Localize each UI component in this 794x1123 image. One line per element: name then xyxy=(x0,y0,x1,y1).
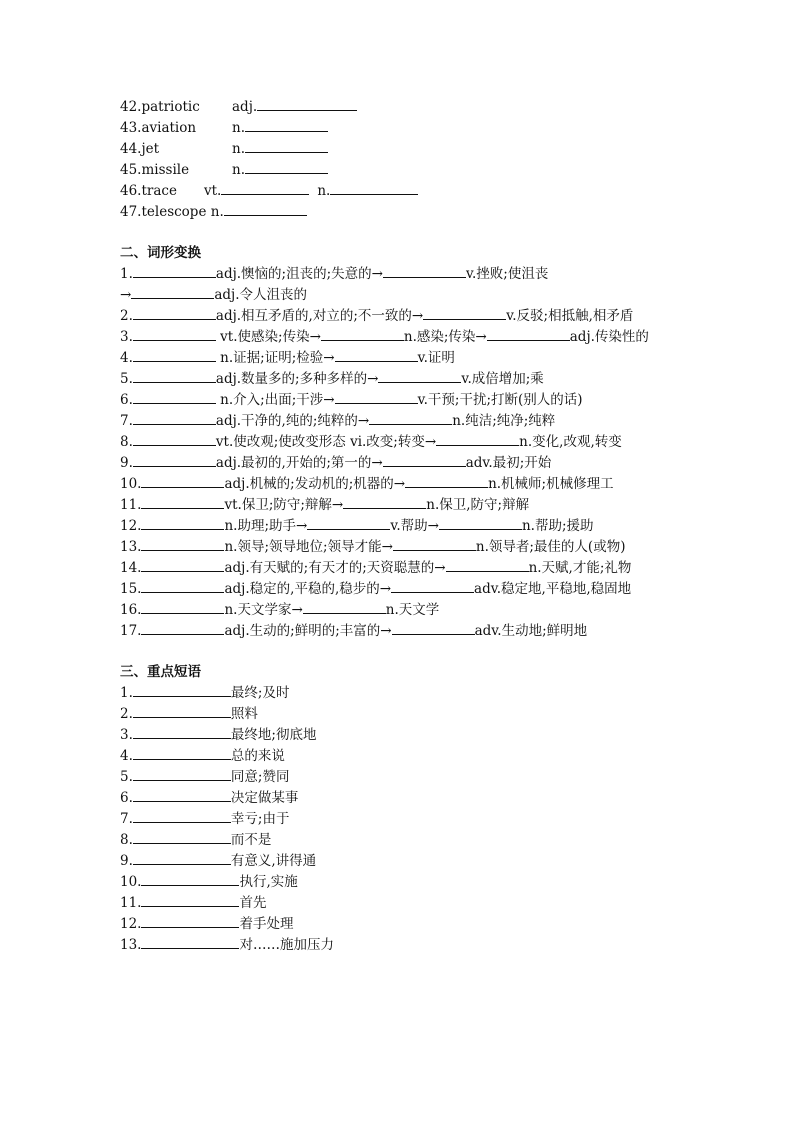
list-item: 7. adj.干净的,纯的;纯粹的→ n.纯洁;纯净;纯粹 xyxy=(120,413,556,429)
vocab-item xyxy=(120,160,675,181)
answer-blank[interactable] xyxy=(133,788,231,802)
answer-blank[interactable] xyxy=(330,181,418,195)
list-item: 17. adj.生动的;鲜明的;丰富的→ adv.生动地;鲜明地 xyxy=(120,623,588,639)
vocab-word: 43.aviation xyxy=(120,120,197,136)
phrases-list xyxy=(120,683,675,956)
list-item: 1. adj.懊恼的;沮丧的;失意的→ v.挫败;使沮丧 → adj.令人沮丧的 xyxy=(120,266,549,303)
answer-blank[interactable] xyxy=(141,558,224,572)
answer-blank[interactable] xyxy=(141,935,239,949)
answer-blank[interactable] xyxy=(133,348,216,362)
answer-blank[interactable] xyxy=(446,558,529,572)
answer-blank[interactable] xyxy=(245,118,328,132)
answer-blank[interactable] xyxy=(369,411,452,425)
list-item: 2. adj.相互矛盾的,对立的;不一致的→ v.反驳;相抵触,相矛盾 xyxy=(120,308,634,324)
list-item: 11. vt.保卫;防守;辩解→ n.保卫,防守;辩解 xyxy=(120,497,530,513)
vocab-item xyxy=(120,181,675,202)
vocab-item xyxy=(120,118,675,139)
section-title: 三、重点短语 xyxy=(120,664,201,680)
vocab-pos: n. xyxy=(232,162,245,178)
answer-blank[interactable] xyxy=(133,809,231,823)
list-item: 13. 对……施加压力 xyxy=(120,937,334,953)
answer-blank[interactable] xyxy=(133,411,216,425)
answer-blank[interactable] xyxy=(257,97,357,111)
answer-blank[interactable] xyxy=(133,767,231,781)
vocab-item xyxy=(120,139,675,160)
list-item: 4. 总的来说 xyxy=(120,748,285,764)
vocab-word: 46.trace xyxy=(120,183,177,199)
answer-blank[interactable] xyxy=(133,369,216,383)
answer-blank[interactable] xyxy=(335,390,418,404)
answer-blank[interactable] xyxy=(423,306,506,320)
answer-blank[interactable] xyxy=(133,327,216,341)
answer-blank[interactable] xyxy=(335,348,418,362)
answer-blank[interactable] xyxy=(391,579,474,593)
list-item: 4. n.证据;证明;检验→ v.证明 xyxy=(120,350,455,366)
answer-blank[interactable] xyxy=(141,579,224,593)
answer-blank[interactable] xyxy=(487,327,570,341)
list-item: 3. 最终地;彻底地 xyxy=(120,727,317,743)
answer-blank[interactable] xyxy=(343,495,426,509)
list-item: 11. 首先 xyxy=(120,895,267,911)
list-item: 7. 幸亏;由于 xyxy=(120,811,290,827)
list-item: 2. 照料 xyxy=(120,706,258,722)
vocab-pos: n. xyxy=(210,204,224,220)
list-item: 6. n.介入;出面;干涉→ v.干预;干扰;打断(别人的话) xyxy=(120,392,583,408)
vocab-word: 47.telescope xyxy=(120,204,207,220)
list-item: 10. 执行,实施 xyxy=(120,874,298,890)
answer-blank[interactable] xyxy=(141,600,224,614)
answer-blank[interactable] xyxy=(133,851,231,865)
answer-blank[interactable] xyxy=(133,725,231,739)
vocab-pos: adj. xyxy=(232,99,258,115)
answer-blank[interactable] xyxy=(245,160,328,174)
list-item: 12. 着手处理 xyxy=(120,916,294,932)
answer-blank[interactable] xyxy=(133,390,216,404)
answer-blank[interactable] xyxy=(221,181,309,195)
list-item: 5. adj.数量多的;多种多样的→ v.成倍增加;乘 xyxy=(120,371,544,387)
answer-blank[interactable] xyxy=(133,453,216,467)
answer-blank[interactable] xyxy=(133,264,216,278)
section-title: 二、词形变换 xyxy=(120,245,201,261)
list-item: 5. 同意;赞同 xyxy=(120,769,290,785)
vocab-item xyxy=(120,202,675,223)
vocab-list xyxy=(120,97,675,223)
vocab-word: 42.patriotic xyxy=(120,99,200,115)
answer-blank[interactable] xyxy=(307,516,390,530)
answer-blank[interactable] xyxy=(303,600,386,614)
answer-blank[interactable] xyxy=(141,621,224,635)
answer-blank[interactable] xyxy=(141,872,239,886)
worksheet-page xyxy=(120,97,675,956)
answer-blank[interactable] xyxy=(383,453,466,467)
list-item: 12. n.助理;助手→ v.帮助→ n.帮助;援助 xyxy=(120,518,594,534)
answer-blank[interactable] xyxy=(393,537,476,551)
answer-blank[interactable] xyxy=(133,746,231,760)
list-item: 9. adj.最初的,开始的;第一的→ adv.最初;开始 xyxy=(120,455,552,471)
answer-blank[interactable] xyxy=(141,474,224,488)
vocab-pos: n. xyxy=(232,141,245,157)
answer-blank[interactable] xyxy=(245,139,328,153)
answer-blank[interactable] xyxy=(436,432,519,446)
answer-blank[interactable] xyxy=(131,285,214,299)
answer-blank[interactable] xyxy=(405,474,488,488)
answer-blank[interactable] xyxy=(141,516,224,530)
answer-blank[interactable] xyxy=(141,914,239,928)
answer-blank[interactable] xyxy=(141,893,239,907)
list-item: 13. n.领导;领导地位;领导才能→ n.领导者;最佳的人(或物) xyxy=(120,539,626,555)
vocab-word: 45.missile xyxy=(120,162,190,178)
list-item: 1. 最终;及时 xyxy=(120,685,290,701)
list-item: 6. 决定做某事 xyxy=(120,790,299,806)
vocab-word: 44.jet xyxy=(120,141,160,157)
answer-blank[interactable] xyxy=(321,327,404,341)
answer-blank[interactable] xyxy=(133,432,216,446)
vocab-item xyxy=(120,97,675,118)
list-item: 8. 而不是 xyxy=(120,832,272,848)
vocab-pos: vt. xyxy=(204,183,222,199)
answer-blank[interactable] xyxy=(378,369,461,383)
word-forms-list xyxy=(120,264,675,642)
answer-blank[interactable] xyxy=(133,704,231,718)
answer-blank[interactable] xyxy=(133,306,216,320)
list-item: 8. vt.使改观;使改变形态 vi.改变;转变→ n.变化,改观,转变 xyxy=(120,434,622,450)
answer-blank[interactable] xyxy=(133,683,231,697)
list-item: 15. adj.稳定的,平稳的,稳步的→ adv.稳定地,平稳地,稳固地 xyxy=(120,581,632,597)
vocab-pos: n. xyxy=(317,183,331,199)
answer-blank[interactable] xyxy=(224,202,307,216)
answer-blank[interactable] xyxy=(383,264,466,278)
answer-blank[interactable] xyxy=(439,516,522,530)
answer-blank[interactable] xyxy=(141,537,224,551)
list-item: 10. adj.机械的;发动机的;机器的→ n.机械师;机械修理工 xyxy=(120,476,614,492)
list-item: 14. adj.有天赋的;有天才的;天资聪慧的→ n.天赋,才能;礼物 xyxy=(120,560,632,576)
answer-blank[interactable] xyxy=(133,830,231,844)
answer-blank[interactable] xyxy=(141,495,224,509)
list-item: 16. n.天文学家→ n.天文学 xyxy=(120,602,440,618)
list-item: 9. 有意义,讲得通 xyxy=(120,853,317,869)
list-item: 3. vt.使感染;传染→ n.感染;传染→ adj.传染性的 xyxy=(120,329,649,345)
answer-blank[interactable] xyxy=(392,621,475,635)
vocab-pos: n. xyxy=(232,120,245,136)
